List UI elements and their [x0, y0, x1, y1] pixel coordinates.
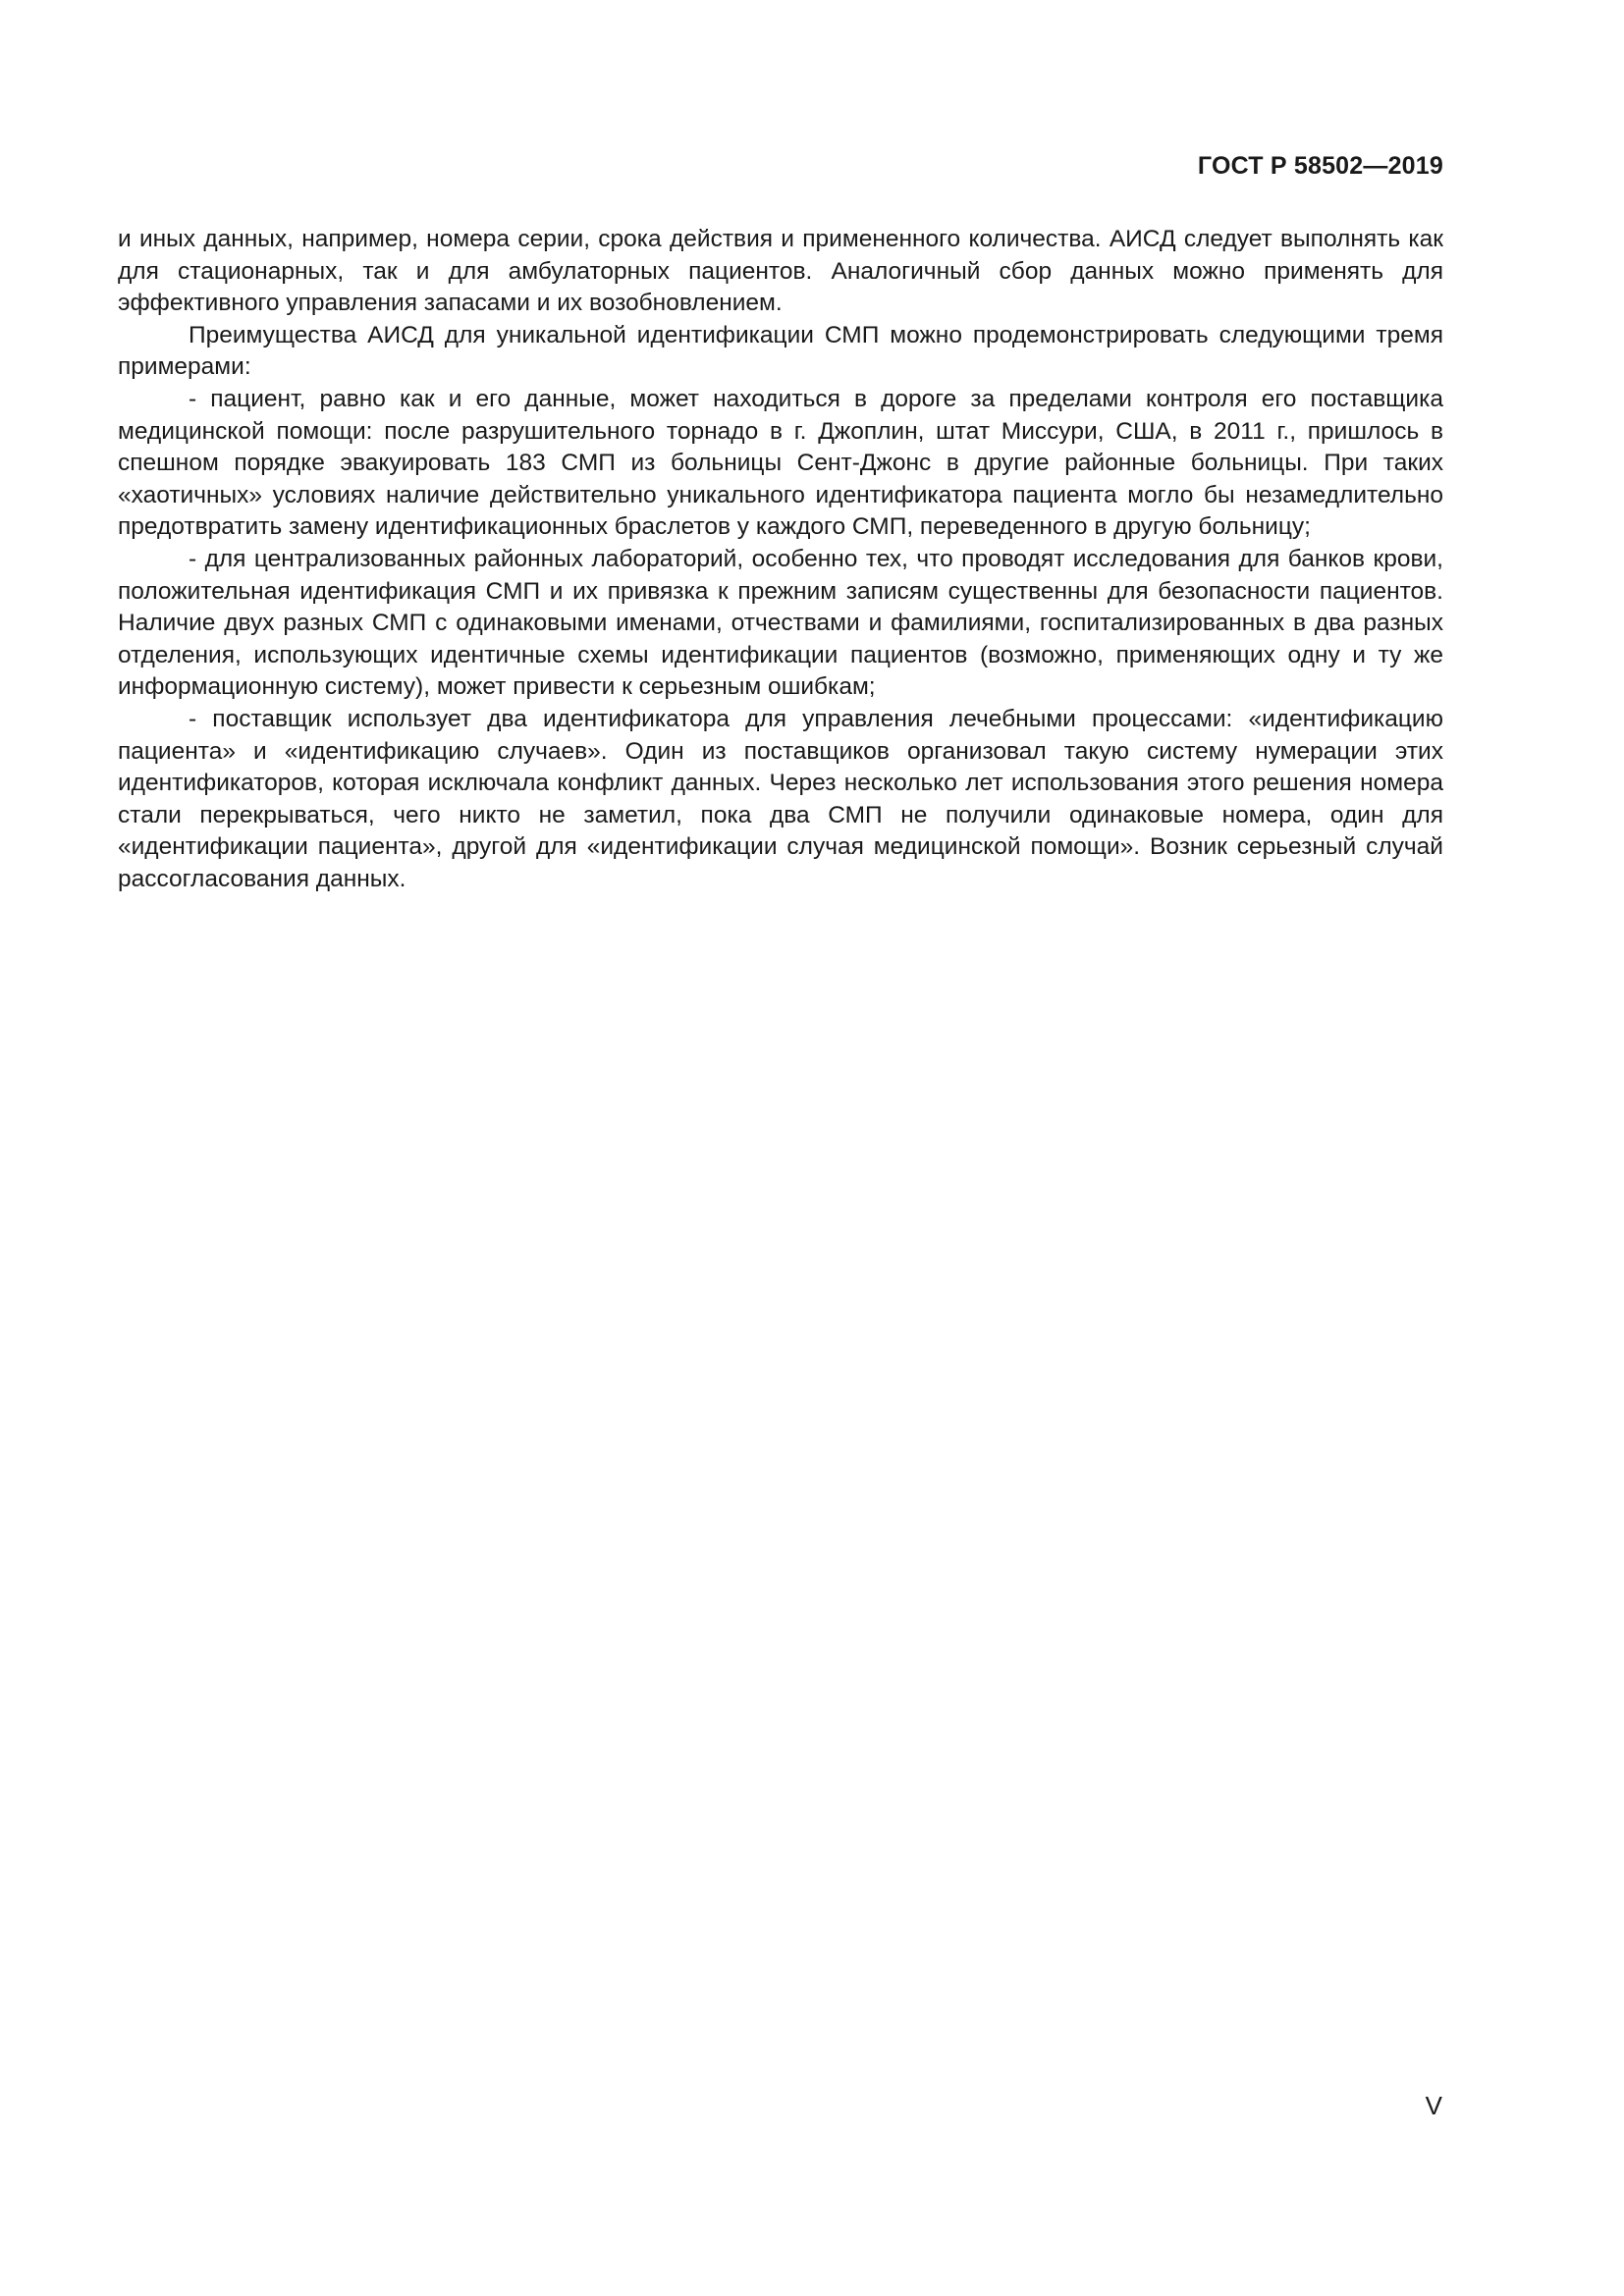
list-item-example-3: - поставщик использует два идентификатора для управления лечебными процессами: «идентификацию пациента» и «идентификацию случаев». Один из поставщиков организовал такую систему нумерации этих идентификаторов, которая исключала конфликт данных. Через несколько лет использования этого решения номера стали перекрываться, чего никто не заметил, пока два СМП не получили одинаковые номера, один для «идентификации пациента», другой для «идентификации случая медицинской помощи». Возник серьезный случай рассогласования данных.: [118, 705, 1443, 892]
list-item-example-1: - пациент, равно как и его данные, может находиться в дороге за пределами контроля его поставщика медицинской помощи: после разрушительного торнадо в г. Джоплин, штат Миссури, США, в 2011 г., пришлось в спешном порядке эвакуировать 183 СМП из больницы Сент-Джонс в другие районные больницы. При таких «хаотичных» условиях наличие действительно уникального идентификатора пациента могло бы незамедлительно предотвратить замену идентификационных браслетов у каждого СМП, переведенного в другую больницу;: [118, 385, 1443, 541]
body-text: [118, 224, 1443, 895]
paragraph-advantages: Преимущества АИСД для уникальной идентификации СМП можно продемонстрировать следующими тремя примерами:: [118, 321, 1443, 381]
list-item-example-2: - для централизованных районных лабораторий, особенно тех, что проводят исследования для банков крови, положительная идентификация СМП и их привязка к прежним записям существенны для безопасности пациентов. Наличие двух разных СМП с одинаковыми именами, отчествами и фамилиями, госпитализированных в два разных отделения, использующих идентичные схемы идентификации пациентов (возможно, применяющих одну и ту же информационную систему), может привести к серьезным ошибкам;: [118, 545, 1443, 701]
document-code: ГОСТ Р 58502—2019: [1197, 152, 1443, 180]
page-number: V: [1425, 2091, 1442, 2120]
paragraph-intro: и иных данных, например, номера серии, срока действия и примененного количества. АИСД следует выполнять как для стационарных, так и для амбулаторных пациентов. Аналогичный сбор данных можно применять для эффективного управления запасами и их возобновлением.: [118, 226, 1443, 317]
